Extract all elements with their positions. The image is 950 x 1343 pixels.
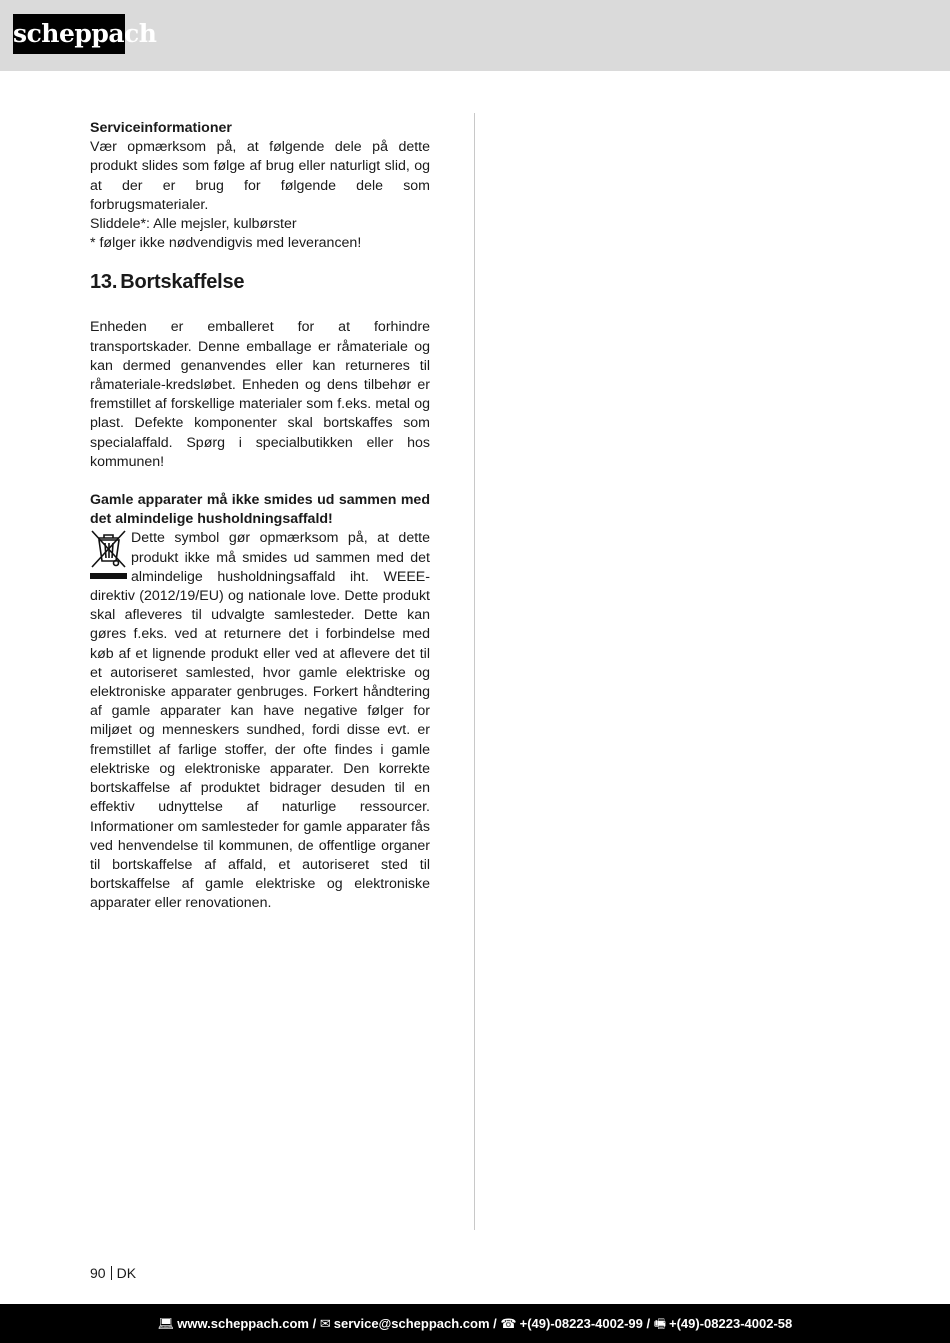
wear-parts: Sliddele*: Alle mejsler, kulbørster bbox=[90, 216, 297, 233]
page-number-value: 90 bbox=[90, 1265, 106, 1281]
section-title: Bortskaffelse bbox=[120, 271, 245, 294]
page-language: DK bbox=[116, 1265, 137, 1281]
footer-separator: / bbox=[493, 1316, 497, 1331]
left-column bbox=[90, 119, 430, 914]
page-number-separator bbox=[111, 1266, 112, 1280]
disposal-paragraph-2: Dette symbol gør opmærksom på, at dette produkt ikke må smides ud sammen med det almindelige husholdningsaffald iht. WEEE-direktiv (2012/19/EU) og nationale love. Dette produkt skal afleveres til udvalgte samlesteder. Dette kan gøres f.eks. ved at returnere det i forbindelse med køb af et lignende produkt eller ved at aflevere det til et autoriseret samlested, hvor gamle elektriske og elektroniske apparater genbruges. Forkert håndtering af gamle apparater kan have negative følger for miljøet og menneskers sundhed, fordi disse evt. er fremstillet af farlige stoffer, der ofte findes i gamle elektriske og elektroniske apparater. Den korrekte bortskaffelse af produktet bidrager desuden til en effektiv udnyttelse af naturlige ressourcer. Informationer om samlesteder for gamle apparater fås ved henvendelse til kommunen, de offentlige organer til bortskaffelse af affald, et autoriseret sted til bortskaffelse af gamle elektriske og elektroniske apparater eller renovationen. bbox=[90, 530, 430, 912]
contact-line bbox=[0, 1304, 950, 1343]
page-footer bbox=[0, 1304, 950, 1343]
footer-separator: / bbox=[646, 1316, 651, 1331]
fax-icon: 🖷︎ bbox=[653, 1316, 667, 1331]
disposal-paragraph-1: Enheden er emballeret for at forhindre transportskader. Denne emballage er råmateriale og kan dermed genanvendes eller kan returneres til råmateriale-kredsløbet. Enheden og dens tilbehør er fremstillet af forskellige materialer som f.eks. metal og plast. Defekte komponenter skal bortskaffes som specialaffald. Spørg i specialbutikken eller hos kommunen! bbox=[90, 319, 430, 470]
computer-icon: 💻︎ bbox=[157, 1316, 175, 1331]
page-number bbox=[90, 1264, 136, 1282]
crossed-out-wheelie-bin-icon bbox=[90, 529, 127, 581]
column-divider bbox=[474, 113, 475, 1230]
page-header bbox=[0, 0, 950, 71]
disposal-paragraph-2-block bbox=[90, 529, 430, 913]
section-number: 13. bbox=[90, 271, 118, 294]
service-heading: Serviceinformationer bbox=[90, 120, 232, 136]
footer-fax: +(49)-08223-4002-58 bbox=[669, 1316, 793, 1331]
footer-email[interactable]: service@scheppach.com bbox=[333, 1316, 490, 1331]
service-body: Vær opmærksom på, at følgende dele på dette produkt slides som følge af brug eller naturligt slid, og at der er brug for følgende dele som forbrugsmaterialer. bbox=[90, 139, 430, 213]
section-heading-disposal bbox=[90, 270, 430, 294]
disposal-warning-heading: Gamle apparater må ikke smides ud sammen med det almindelige husholdningsaffald! bbox=[90, 492, 430, 528]
footer-phone: +(49)-08223-4002-99 bbox=[519, 1316, 643, 1331]
mail-icon: ✉︎ bbox=[319, 1316, 331, 1331]
service-footnote: * følger ikke nødvendigvis med leverancen! bbox=[90, 235, 362, 252]
telephone-icon: ☎ bbox=[500, 1316, 517, 1331]
footer-website[interactable]: www.scheppach.com bbox=[177, 1316, 309, 1331]
scheppach-logo: scheppach bbox=[13, 14, 125, 54]
footer-separator: / bbox=[312, 1316, 317, 1331]
